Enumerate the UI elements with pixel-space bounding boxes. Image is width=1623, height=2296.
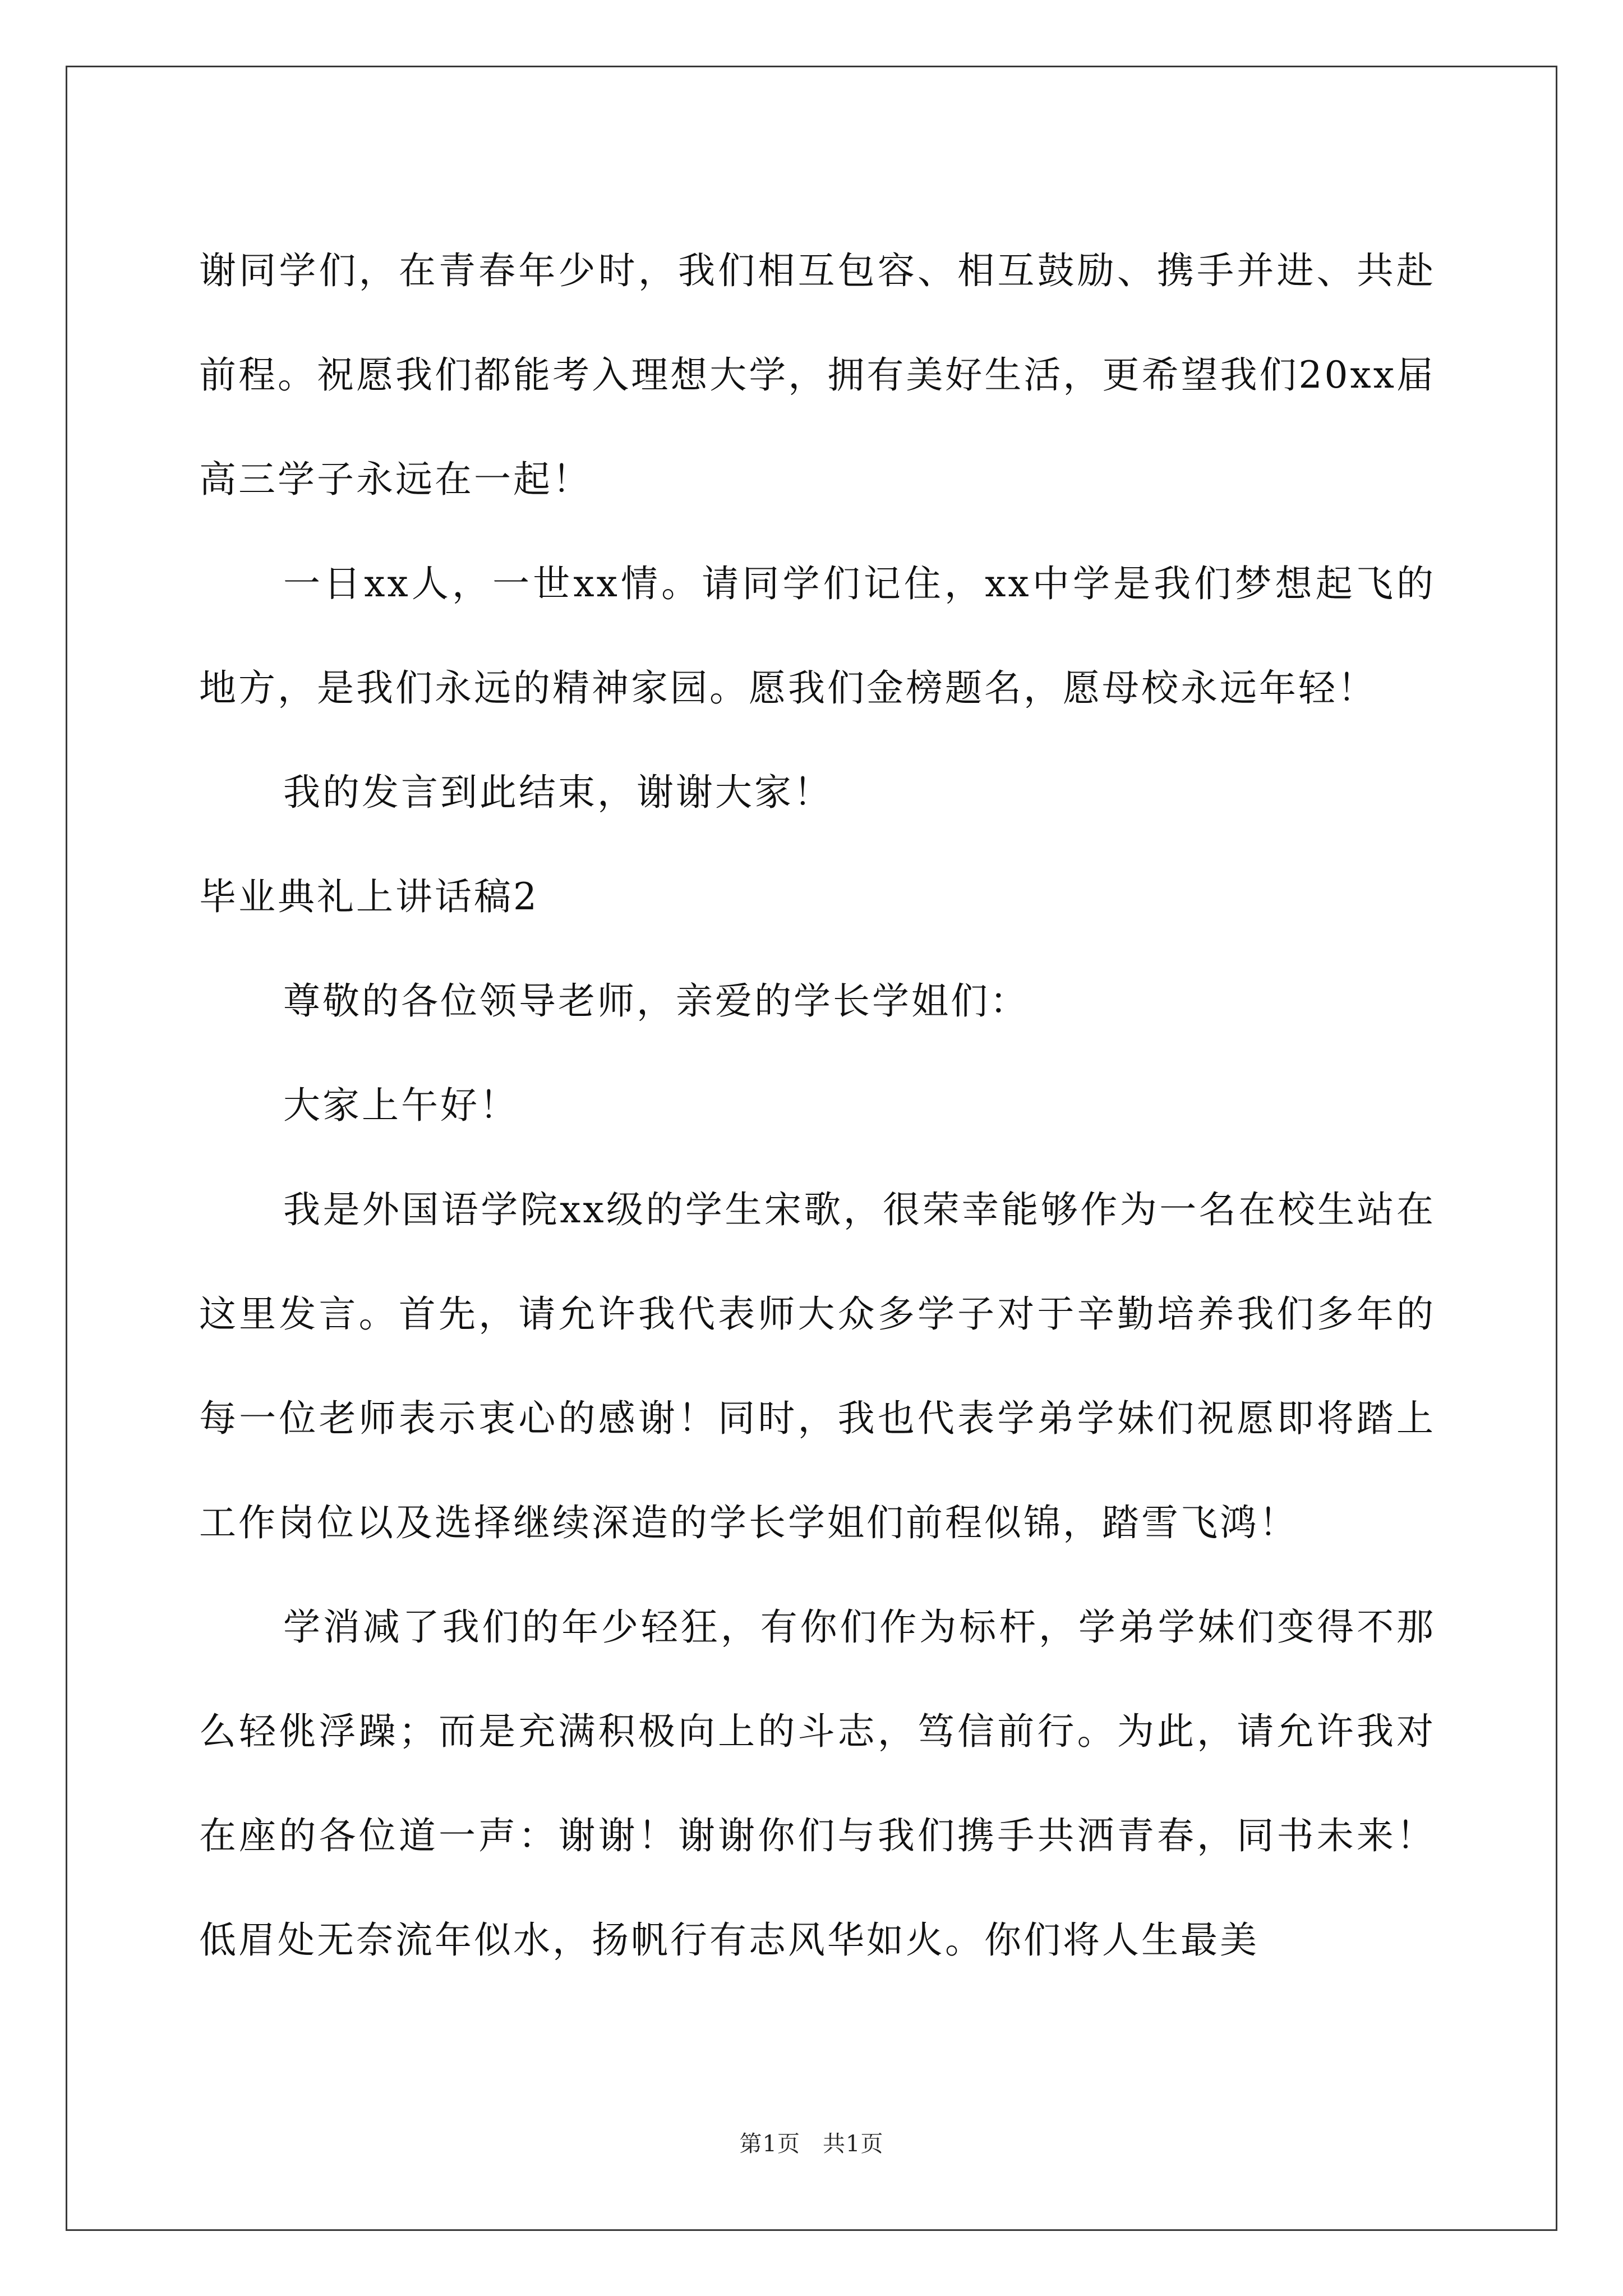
paragraph-4: 我是外国语学院xx级的学生宋歌，很荣幸能够作为一名在校生站在这里发言。首先，请允许我代表师大众多学子对于辛勤培养我们多年的每一位老师表示衷心的感谢！同时，我也代表学弟学妹们祝愿即将踏上工作岗位以及选择继续深造的学长学姐们前程似锦，踏雪飞鸿！: [199, 1188, 1436, 1544]
page-number: 第1页: [739, 2131, 800, 2157]
page-total: 共1页: [823, 2131, 884, 2157]
paragraph-5: 学消减了我们的年少轻狂，有你们作为标杆，学弟学妹们变得不那么轻佻浮躁；而是充满积极向上的斗志，笃信前行。为此，请允许我对在座的各位道一声：谢谢！谢谢你们与我们携手共洒青春，同书未来！ 低眉处无奈流年似水，扬帆行有志风华如火。你们将人生最美: [199, 1605, 1436, 1962]
page-footer: [0, 2126, 1623, 2158]
paragraph-3: 我的发言到此结束，谢谢大家！: [283, 771, 833, 814]
salutation: 尊敬的各位领导老师，亲爱的学长学姐们：: [283, 979, 1029, 1023]
document-body: [199, 219, 1436, 1993]
paragraph-2: 一日xx人，一世xx情。请同学们记住，xx中学是我们梦想起飞的地方，是我们永远的精神家园。愿我们金榜题名，愿母校永远年轻！: [199, 562, 1436, 710]
section-heading: 毕业典礼上讲话稿2: [199, 875, 539, 918]
greeting: 大家上午好！: [283, 1084, 519, 1127]
paragraph-1: 谢同学们，在青春年少时，我们相互包容、相互鼓励、携手并进、共赴前程。祝愿我们都能考入理想大学，拥有美好生活，更希望我们20xx届高三学子永远在一起！: [199, 249, 1436, 501]
